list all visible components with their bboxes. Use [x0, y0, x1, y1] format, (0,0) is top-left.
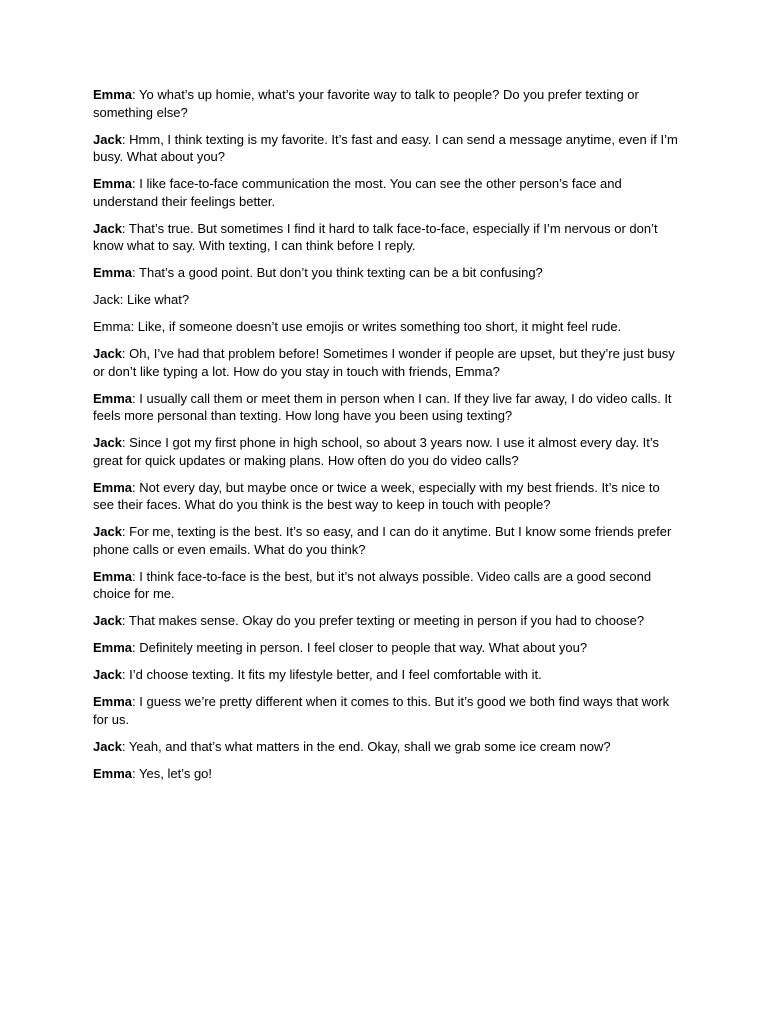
- dialogue-line: [93, 693, 683, 728]
- utterance-text: : That makes sense. Okay do you prefer texting or meeting in person if you had to choose?: [121, 613, 645, 628]
- utterance-text: : I like face-to-face communication the most. You can see the other person’s face and understand their feelings better.: [93, 176, 622, 209]
- speaker-name: Jack: [93, 435, 122, 450]
- dialogue-line: [93, 612, 683, 630]
- speaker-name: Emma: [93, 319, 131, 334]
- dialogue-line: [93, 220, 683, 255]
- utterance-text: : That’s true. But sometimes I find it hard to talk face-to-face, especially if I’m nervous or don’t know what to say. With texting, I can think before I reply.: [93, 220, 658, 253]
- utterance-text: : For me, texting is the best. It’s so easy, and I can do it anytime. But I know some friends prefer phone calls or even emails. What do you think?: [93, 524, 672, 557]
- dialogue-line: [93, 264, 683, 282]
- utterance-text: : I’d choose texting. It fits my lifestyle better, and I feel comfortable with it.: [121, 667, 542, 682]
- utterance-text: : I usually call them or meet them in person when I can. If they live far away, I do video calls. It feels more personal than texting. How long have you been using texting?: [93, 390, 672, 423]
- speaker-name: Emma: [93, 479, 133, 495]
- utterance-text: : I think face-to-face is the best, but it’s not always possible. Video calls are a good second choice for me.: [93, 568, 652, 601]
- dialogue-line: [93, 86, 683, 121]
- utterance-text: : Yes, let’s go!: [132, 765, 213, 781]
- dialogue-line: [93, 345, 683, 380]
- speaker-name: Jack: [93, 738, 122, 754]
- utterance-text: : Like, if someone doesn’t use emojis or writes something too short, it might feel rude.: [130, 319, 622, 334]
- speaker-name: Emma: [93, 640, 133, 655]
- dialogue-line: [93, 765, 683, 783]
- dialogue-line: [93, 131, 683, 166]
- speaker-name: Emma: [93, 765, 133, 781]
- utterance-text: : Oh, I’ve had that problem before! Sometimes I wonder if people are upset, but they’re just busy or don’t like typing a lot. How do you stay in touch with friends, Emma?: [93, 346, 675, 379]
- dialogue-line: [93, 434, 683, 469]
- utterance-text: : Yeah, and that’s what matters in the end. Okay, shall we grab some ice cream now?: [121, 738, 611, 754]
- speaker-name: Emma: [93, 694, 133, 709]
- utterance-text: : Since I got my first phone in high school, so about 3 years now. I use it almost every day. It’s great for quick updates or making plans. How often do you do video calls?: [93, 435, 660, 468]
- dialogue-line: [93, 738, 683, 756]
- speaker-name: Jack: [93, 131, 122, 147]
- speaker-name: Jack: [93, 613, 122, 628]
- utterance-text: : That’s a good point. But don’t you think texting can be a bit confusing?: [132, 265, 543, 280]
- dialogue-line: [93, 666, 683, 684]
- dialogue-line: [93, 318, 683, 336]
- speaker-name: Jack: [93, 220, 122, 236]
- speaker-name: Jack: [93, 667, 122, 682]
- speaker-name: Jack: [93, 346, 122, 361]
- document-page: [93, 86, 683, 792]
- dialogue-line: [93, 291, 683, 309]
- dialogue-line: [93, 523, 683, 558]
- utterance-text: : Definitely meeting in person. I feel closer to people that way. What about you?: [132, 640, 588, 655]
- speaker-name: Emma: [93, 390, 133, 406]
- speaker-name: Emma: [93, 87, 133, 102]
- speaker-name: Jack: [93, 292, 120, 307]
- speaker-name: Emma: [93, 265, 133, 280]
- utterance-text: : I guess we’re pretty different when it comes to this. But it’s good we both find ways that work for us.: [93, 694, 670, 727]
- dialogue-line: [93, 175, 683, 210]
- speaker-name: Emma: [93, 568, 133, 584]
- dialogue-line: [93, 639, 683, 657]
- dialogue-line: [93, 568, 683, 603]
- dialogue-line: [93, 390, 683, 425]
- utterance-text: : Like what?: [119, 292, 190, 307]
- utterance-text: : Not every day, but maybe once or twice a week, especially with my best friends. It’s nice to see their faces. What do you think is the best way to keep in touch with people?: [93, 479, 660, 512]
- dialogue-line: [93, 479, 683, 514]
- speaker-name: Jack: [93, 524, 122, 539]
- utterance-text: : Hmm, I think texting is my favorite. It’s fast and easy. I can send a message anytime, even if I’m busy. What about you?: [93, 131, 678, 164]
- speaker-name: Emma: [93, 176, 133, 191]
- utterance-text: : Yo what’s up homie, what’s your favorite way to talk to people? Do you prefer texting or something else?: [93, 87, 639, 120]
